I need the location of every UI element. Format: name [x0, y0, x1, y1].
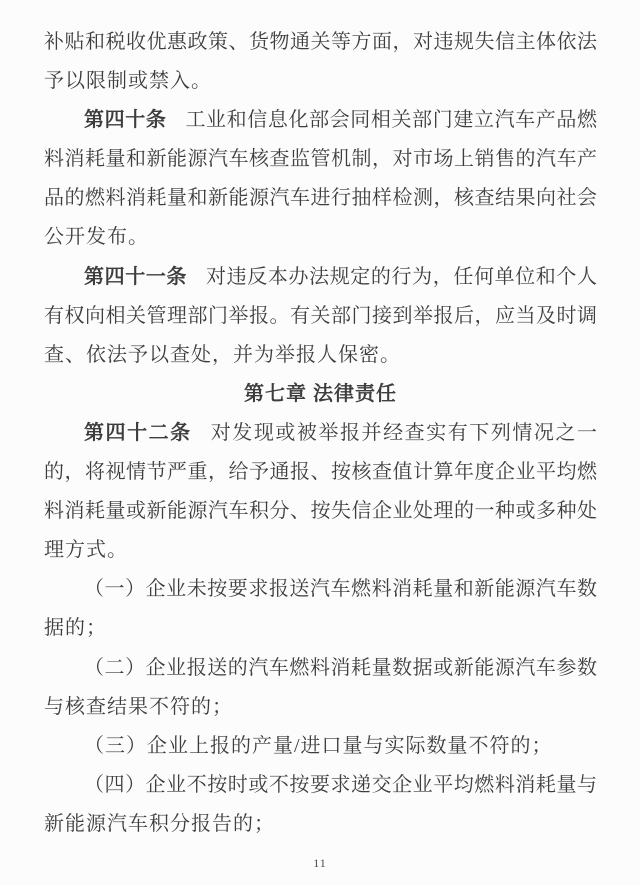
- body-line: 料消耗量或新能源汽车积分、按失信企业处理的一种或多种处: [44, 500, 597, 523]
- list-item-2: （二）企业报送的汽车燃料消耗量数据或新能源汽车参数: [84, 656, 597, 679]
- body-line: 理方式。: [44, 539, 128, 562]
- article-number: 第四十条: [84, 109, 167, 132]
- body-line: 的，将视情节严重，给予通报、按核查值计算年度企业平均燃: [44, 461, 597, 484]
- body-line: 有权向相关管理部门举报。有关部门接到举报后，应当及时调: [44, 304, 597, 327]
- list-item-3: （三）企业上报的产量/进口量与实际数量不符的；: [84, 734, 553, 757]
- list-item-1: （一）企业未按要求报送汽车燃料消耗量和新能源汽车数: [84, 578, 597, 601]
- document-body: [44, 0, 597, 844]
- body-line: 予以限制或禁入。: [44, 70, 212, 93]
- article-42-first-line: [44, 414, 597, 453]
- article-41-first-line: [44, 258, 597, 297]
- article-40-first-line: [44, 101, 597, 140]
- article-text: 工业和信息化部会同相关部门建立汽车产品燃: [185, 109, 597, 132]
- body-line: 补贴和税收优惠政策、货物通关等方面，对违规失信主体依法: [44, 31, 597, 53]
- body-line: 公开发布。: [44, 226, 149, 249]
- body-line: 与核查结果不符的；: [44, 695, 233, 718]
- article-text: 对违反本办法规定的行为，任何单位和个人: [206, 265, 597, 288]
- body-line: 品的燃料消耗量和新能源汽车进行抽样检测，核查结果向社会: [44, 187, 597, 210]
- article-number: 第四十二条: [84, 421, 192, 444]
- list-item-4: （四）企业不按时或不按要求递交企业平均燃料消耗量与: [84, 773, 597, 796]
- article-number: 第四十一条: [84, 265, 188, 288]
- chapter-heading: 第七章 法律责任: [244, 382, 397, 405]
- article-text: 对发现或被举报并经查实有下列情况之一: [210, 421, 597, 444]
- body-line: 据的；: [44, 617, 107, 640]
- body-line: 查、依法予以查处，并为举报人保密。: [44, 343, 401, 366]
- page-number: 11: [313, 856, 327, 870]
- body-line: 料消耗量和新能源汽车核查监管机制，对市场上销售的汽车产: [44, 148, 597, 171]
- body-line: 新能源汽车积分报告的；: [44, 812, 275, 835]
